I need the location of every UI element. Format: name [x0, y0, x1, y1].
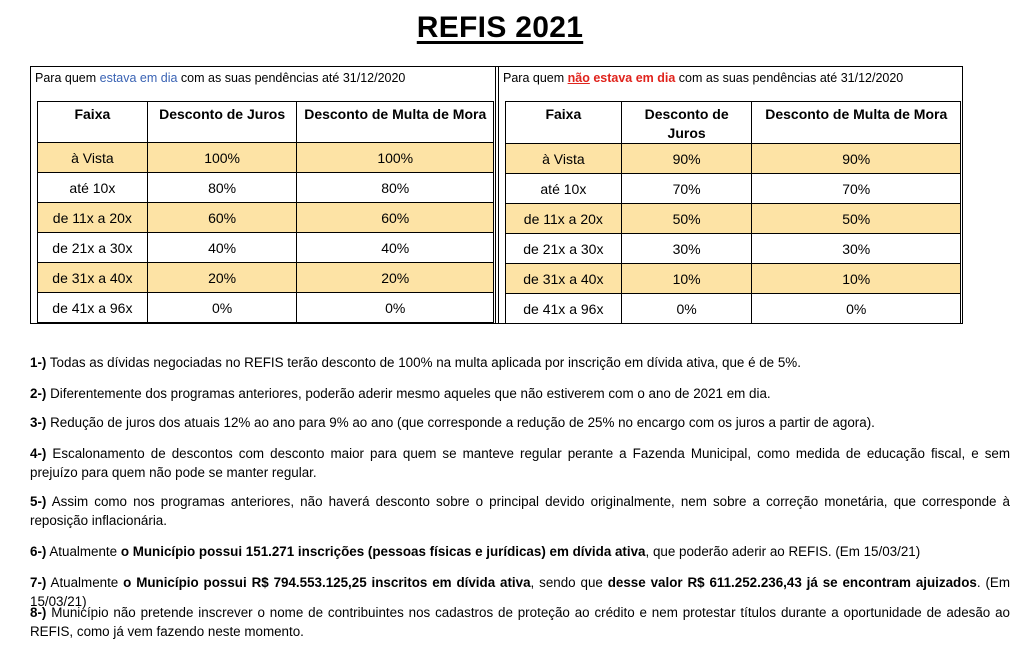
- note-6: [30, 542, 1010, 561]
- table-row: [506, 234, 961, 264]
- note-text: Todas as dívidas negociadas no REFIS terão desconto de 100% na multa aplicada por inscrição em dívida ativa, que é de 5%.: [46, 355, 801, 370]
- cell-multa: 70%: [752, 174, 961, 204]
- cell-juros: 50%: [621, 204, 752, 234]
- regular-caption: [35, 71, 405, 85]
- table-row: [506, 174, 961, 204]
- cell-faixa: de 31x a 40x: [506, 264, 622, 294]
- title-text: REFIS 2021: [416, 11, 584, 44]
- caption-suffix: com as suas pendências até 31/12/2020: [675, 71, 904, 85]
- cell-multa: 30%: [752, 234, 961, 264]
- note-text: Atualmente: [46, 544, 121, 559]
- table-row: [38, 233, 494, 263]
- cell-faixa: de 21x a 30x: [38, 233, 148, 263]
- table-row: [38, 173, 494, 203]
- note-8: [30, 603, 1010, 641]
- cell-juros: 20%: [147, 263, 297, 293]
- cell-multa: 20%: [297, 263, 494, 293]
- page-title: [0, 11, 1000, 45]
- cell-multa: 100%: [297, 143, 494, 173]
- note-text: , que poderão aderir ao REFIS. (Em 15/03/21): [645, 544, 921, 559]
- cell-juros: 10%: [621, 264, 752, 294]
- table-row: [506, 264, 961, 294]
- caption-prefix: Para quem: [503, 71, 568, 85]
- cell-juros: 0%: [147, 293, 297, 323]
- discount-tables-box: [30, 66, 963, 324]
- cell-multa: 40%: [297, 233, 494, 263]
- cell-juros: 80%: [147, 173, 297, 203]
- cell-faixa: à Vista: [38, 143, 148, 173]
- irregular-taxpayers-panel: [498, 67, 963, 323]
- note-3: [30, 413, 1010, 432]
- cell-multa: 10%: [752, 264, 961, 294]
- cell-faixa: de 11x a 20x: [38, 203, 148, 233]
- regular-taxpayers-panel: [31, 67, 496, 323]
- cell-faixa: até 10x: [38, 173, 148, 203]
- caption-suffix: com as suas pendências até 31/12/2020: [177, 71, 406, 85]
- cell-juros: 60%: [147, 203, 297, 233]
- cell-juros: 0%: [621, 294, 752, 324]
- table-header-row: [38, 102, 494, 143]
- note-number: 1-): [30, 355, 47, 370]
- note-text: Diferentemente dos programas anteriores, poderão aderir mesmo aqueles que não estiverem com o ano de 2021 em dia.: [46, 386, 771, 401]
- table-row: [38, 293, 494, 323]
- cell-juros: 90%: [621, 144, 752, 174]
- caption-highlight-rest: estava em dia: [589, 71, 676, 85]
- panel-divider: [495, 67, 496, 323]
- header-desconto-juros: Desconto de Juros: [147, 102, 297, 143]
- note-4: [30, 444, 1010, 482]
- note-bold-text: o Município possui 151.271 inscrições (pessoas físicas e jurídicas) em dívida ativa: [120, 544, 646, 559]
- cell-faixa: de 41x a 96x: [506, 294, 622, 324]
- note-text: Redução de juros dos atuais 12% ao ano para 9% ao ano (que corresponde a redução de 25% no encargo com os juros a partir de agora).: [46, 415, 875, 430]
- table-row: [506, 204, 961, 234]
- header-desconto-juros: Desconto de Juros: [621, 102, 752, 144]
- table-row: [506, 144, 961, 174]
- irregular-caption: [503, 71, 903, 85]
- caption-highlight: estava em dia: [99, 71, 178, 85]
- cell-juros: 40%: [147, 233, 297, 263]
- cell-multa: 0%: [752, 294, 961, 324]
- note-text: Município não pretende inscrever o nome de contribuintes nos cadastros de proteção ao crédito e nem protestar títulos durante a oportunidade de adesão ao REFIS, como já vem fazendo neste momento.: [30, 605, 1010, 639]
- cell-faixa: de 31x a 40x: [38, 263, 148, 293]
- cell-multa: 60%: [297, 203, 494, 233]
- cell-faixa: até 10x: [506, 174, 622, 204]
- note-bold-text: desse valor R$ 611.252.236,43 já se encontram ajuizados: [607, 575, 977, 590]
- note-text: Escalonamento de descontos com desconto maior para quem se manteve regular perante a Fazenda Municipal, como medida de educação fiscal, e sem prejuízo para quem não pode se manter regular.: [30, 446, 1010, 480]
- cell-faixa: à Vista: [506, 144, 622, 174]
- regular-discount-table: [37, 101, 494, 323]
- header-desconto-multa: Desconto de Multa de Mora: [752, 102, 961, 144]
- table-row: [38, 203, 494, 233]
- cell-multa: 90%: [752, 144, 961, 174]
- header-faixa: Faixa: [506, 102, 622, 144]
- cell-multa: 0%: [297, 293, 494, 323]
- table-header-row: [506, 102, 961, 144]
- note-5: [30, 492, 1010, 530]
- note-number: 6-): [30, 544, 47, 559]
- note-bold-text: o Município possui R$ 794.553.125,25 inscritos em dívida ativa: [123, 575, 531, 590]
- note-number: 5-): [30, 494, 47, 509]
- note-number: 4-): [30, 446, 47, 461]
- note-text: Assim como nos programas anteriores, não haverá desconto sobre o principal devido originalmente, nem sobre a correção monetária, que corresponde à reposição inflacionária.: [30, 494, 1010, 528]
- table-row: [506, 294, 961, 324]
- cell-juros: 30%: [621, 234, 752, 264]
- cell-multa: 80%: [297, 173, 494, 203]
- cell-faixa: de 11x a 20x: [506, 204, 622, 234]
- note-number: 8-): [30, 605, 47, 620]
- caption-highlight: [568, 71, 676, 85]
- note-text: Atualmente: [46, 575, 124, 590]
- cell-juros: 70%: [621, 174, 752, 204]
- cell-multa: 50%: [752, 204, 961, 234]
- caption-highlight-underlined: não: [567, 71, 590, 85]
- note-number: 2-): [30, 386, 47, 401]
- note-text: . (Em 15/03/21): [30, 575, 1010, 609]
- caption-prefix: Para quem: [35, 71, 100, 85]
- note-text: , sendo que: [530, 575, 608, 590]
- cell-faixa: de 21x a 30x: [506, 234, 622, 264]
- note-number: 3-): [30, 415, 47, 430]
- header-faixa: Faixa: [38, 102, 148, 143]
- irregular-discount-table: [505, 101, 961, 324]
- table-row: [38, 143, 494, 173]
- table-row: [38, 263, 494, 293]
- note-number: 7-): [30, 575, 47, 590]
- note-2: [30, 384, 1010, 403]
- note-1: [30, 353, 1010, 372]
- cell-juros: 100%: [147, 143, 297, 173]
- header-desconto-multa: Desconto de Multa de Mora: [297, 102, 494, 143]
- cell-faixa: de 41x a 96x: [38, 293, 148, 323]
